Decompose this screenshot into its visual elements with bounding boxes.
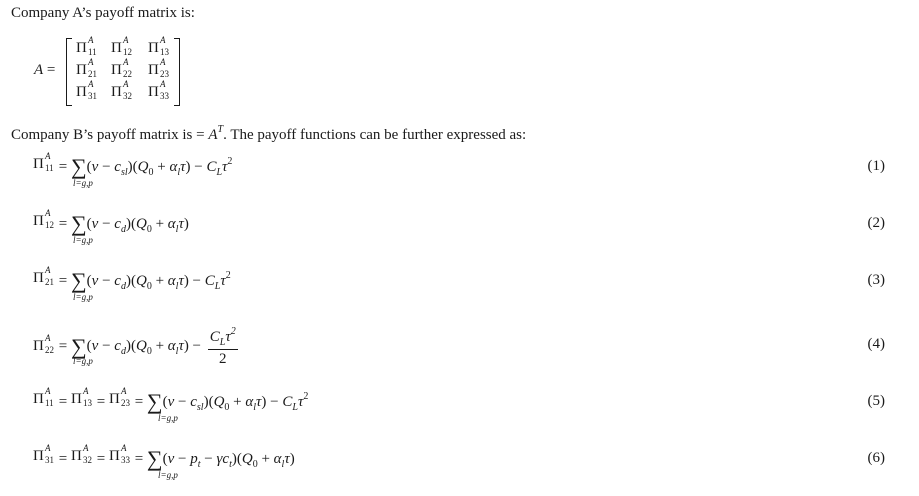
equation-number-5: (5) [867, 393, 885, 409]
equation-number-1: (1) [867, 158, 885, 174]
sum-limit: l=g,p [73, 292, 93, 302]
equation-2: Π A 12 = $\sum(v - c_d)(Q_0 + \alpha_l\tau)$ l=g,p [33, 208, 189, 245]
intro-text-a: Company A’s payoff matrix is: [11, 5, 195, 21]
matrix-cell-12: Π A 12 [111, 35, 132, 57]
sum-limit: l=g,p [158, 413, 178, 423]
equation-number-6: (6) [867, 450, 885, 466]
matrix-right-bracket [174, 38, 180, 106]
matrix-cell-33: Π A 33 [148, 79, 169, 101]
equation-number-4: (4) [867, 336, 885, 352]
matrix-lhs: A = [34, 62, 56, 78]
matrix-left-bracket [66, 38, 72, 106]
matrix-cell-13: Π A 13 [148, 35, 169, 57]
equation-3: Π A 21 = $\sum(v - c_d)(Q_0 + \alpha_l\tau) - C_L\tau^2$ l=g,p [33, 265, 231, 302]
intro-line-b: Company B’s payoff matrix is = $A^T$. The payoff functions can be further expressed as: [11, 124, 527, 143]
matrix-cell-32: Π A 32 [111, 79, 132, 101]
equation-1: Π A 11 = $\sum(v - c_{sl})(Q_0 + \alpha_l\tau) - C_L\tau^2$ l=g,p [33, 151, 233, 188]
equation-6: Π A 31 = Π A 32 = Π A 33 = $\sum(v - p_t - \gamma c_t)(Q_0 + \alpha_l\tau)$ l=g,p [33, 443, 295, 480]
equation-5: Π A 11 = Π A 13 = Π A 23 = $\sum(v - c_{sl})(Q_0 + \alpha_l\tau) - C_L\tau^2$ l=g,p [33, 386, 309, 423]
fraction: $\frac{C_L\tau^2}{2}$ [209, 326, 236, 367]
intro-line-a [11, 5, 195, 22]
equation-number-2: (2) [867, 215, 885, 231]
sum-limit: l=g,p [73, 356, 93, 366]
payoff-matrix-a [66, 35, 180, 106]
matrix-cell-31: Π A 31 [76, 79, 97, 101]
sum-limit: l=g,p [73, 178, 93, 188]
matrix-cell-22: Π A 22 [111, 57, 132, 79]
equation-number-3: (3) [867, 272, 885, 288]
matrix-cell-23: Π A 23 [148, 57, 169, 79]
sum-limit: l=g,p [73, 235, 93, 245]
sum-limit: l=g,p [158, 470, 178, 480]
matrix-cell-21: Π A 21 [76, 57, 97, 79]
matrix-cell-11: Π A 11 [76, 35, 97, 57]
equation-4: Π A 22 = $\sum(v - c_d)(Q_0 + \alpha_l\tau)$ − $\frac{C_L\tau^2}{2}$ l=g,p [33, 326, 236, 367]
